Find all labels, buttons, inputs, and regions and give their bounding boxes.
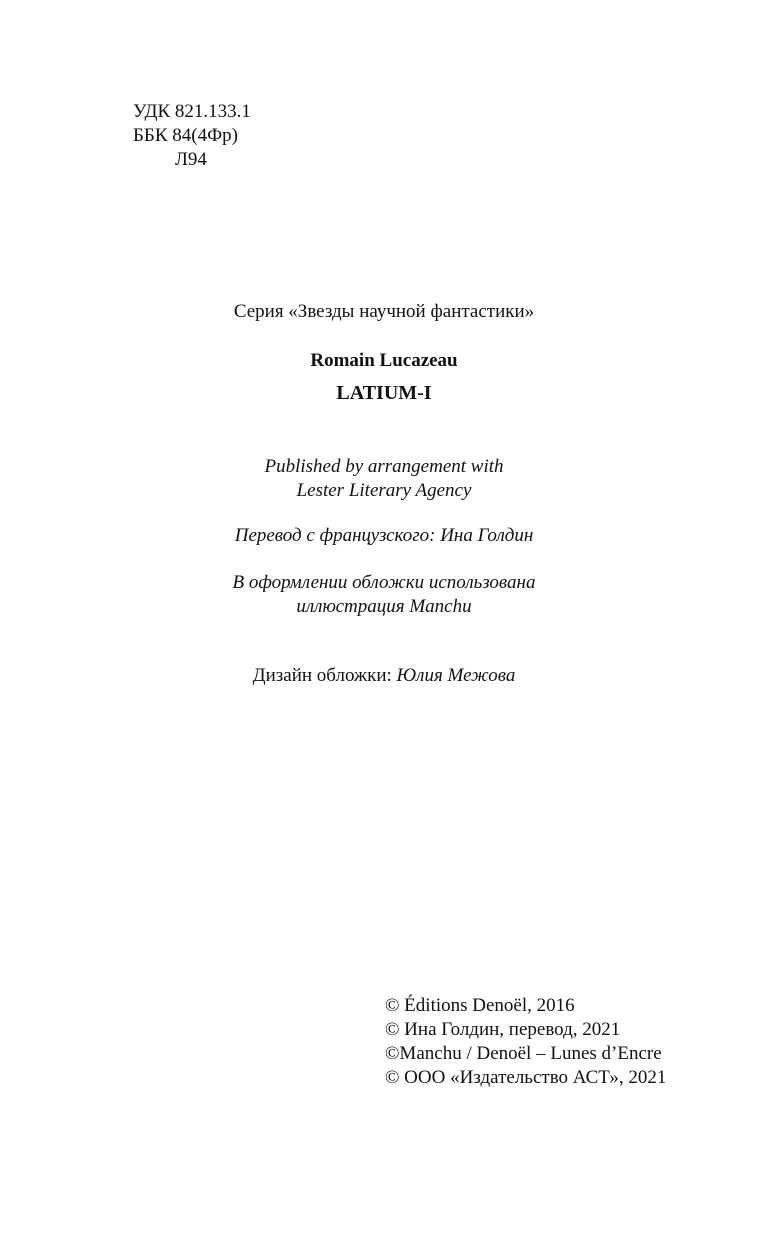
cover-designer-name: Юлия Межова <box>396 665 516 686</box>
copyright-line: © ООО «Издательство АСТ», 2021 <box>385 1067 667 1088</box>
cover-design-label: Дизайн обложки: <box>252 665 392 686</box>
copyright-line: © Ина Голдин, перевод, 2021 <box>385 1019 621 1040</box>
cover-design-credit <box>0 664 768 688</box>
udk-code: УДК 821.133.1 <box>133 101 251 122</box>
author-mark-code: Л94 <box>175 149 207 170</box>
translation-credit: Перевод с французского: Ина Голдин <box>234 525 534 546</box>
publication-note-line-2: Lester Literary Agency <box>296 480 472 501</box>
illustration-credit-line-1: В оформлении обложки использована <box>232 572 536 593</box>
copyright-line: ©Manchu / Denoël – Lunes d’Encre <box>385 1043 662 1064</box>
classification-codes <box>133 100 251 172</box>
bbk-code: ББК 84(4Фр) <box>133 125 238 146</box>
copyright-notices <box>385 994 666 1090</box>
series-name: Серия «Звезды научной фантастики» <box>233 301 535 322</box>
copyright-line: © Éditions Denoël, 2016 <box>385 995 575 1016</box>
book-author: Romain Lucazeau <box>310 350 458 371</box>
publication-note-line-1: Published by arrangement with <box>264 456 504 477</box>
book-title: LATIUM-I <box>336 382 432 404</box>
illustration-credit-line-2: иллюстрация Manchu <box>296 596 472 617</box>
